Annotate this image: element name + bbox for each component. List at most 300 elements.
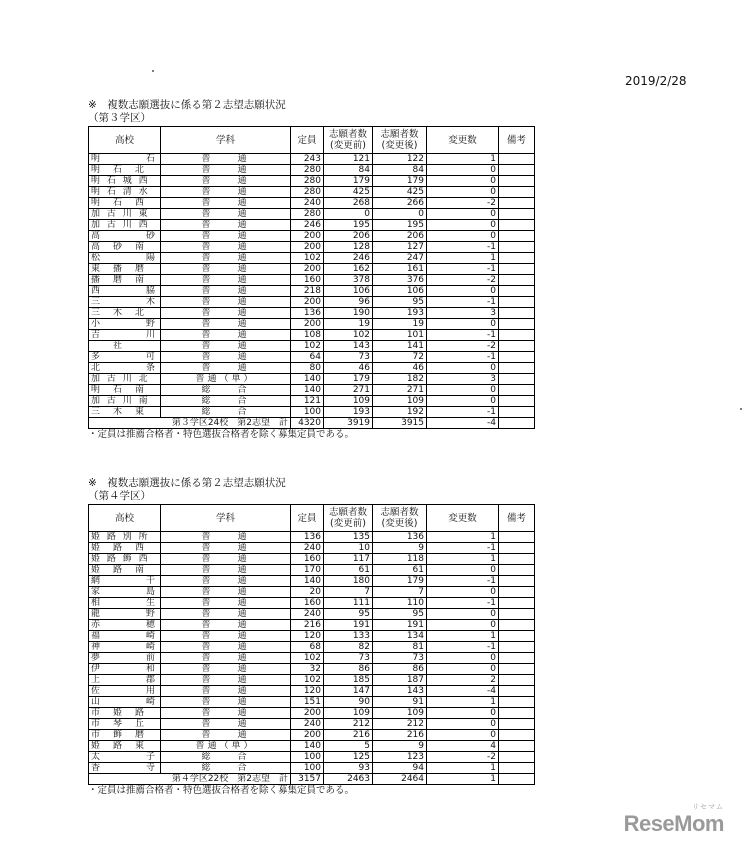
district-4-section xyxy=(88,477,535,797)
header-applicants-before: 志願者数 (変更前) xyxy=(324,127,373,154)
capacity: 200 xyxy=(291,231,324,242)
applicants-before: 95 xyxy=(324,609,373,620)
table-row xyxy=(89,220,535,231)
remarks xyxy=(499,653,535,664)
table-row xyxy=(89,198,535,209)
applicants-before: 10 xyxy=(324,543,373,554)
capacity: 240 xyxy=(291,198,324,209)
applicants-after: 193 xyxy=(373,308,427,319)
capacity: 32 xyxy=(291,664,324,675)
applicants-before: 162 xyxy=(324,264,373,275)
applicants-after: 61 xyxy=(373,565,427,576)
applicants-before: 185 xyxy=(324,675,373,686)
applicants-after: 179 xyxy=(373,176,427,187)
capacity: 68 xyxy=(291,642,324,653)
total-after: 2464 xyxy=(373,774,427,785)
department: 普 通 xyxy=(161,631,291,642)
remarks xyxy=(499,330,535,341)
applicants-before: 82 xyxy=(324,642,373,653)
remarks xyxy=(499,730,535,741)
applicants-after: 182 xyxy=(373,374,427,385)
department: 普 通 xyxy=(161,642,291,653)
applicants-after: 84 xyxy=(373,165,427,176)
change-count: -1 xyxy=(427,264,499,275)
applicants-after: 109 xyxy=(373,708,427,719)
school-name: 家 島 xyxy=(89,587,161,598)
applicants-after: 141 xyxy=(373,341,427,352)
department: 普 通 xyxy=(161,532,291,543)
change-count: 0 xyxy=(427,385,499,396)
logo-text: ReseMom xyxy=(623,811,724,836)
table-row xyxy=(89,565,535,576)
capacity: 280 xyxy=(291,209,324,220)
change-count: 0 xyxy=(427,286,499,297)
change-count: -1 xyxy=(427,297,499,308)
school-name: 松 陽 xyxy=(89,253,161,264)
capacity: 102 xyxy=(291,253,324,264)
logo-subtext: リセマム xyxy=(692,804,724,811)
header-remarks: 備考 xyxy=(499,505,535,532)
remarks xyxy=(499,620,535,631)
table-row xyxy=(89,297,535,308)
department: 普 通 xyxy=(161,609,291,620)
department: 普 通 xyxy=(161,708,291,719)
table-row xyxy=(89,187,535,198)
school-name: 明 石 西 xyxy=(89,198,161,209)
remarks xyxy=(499,752,535,763)
remarks xyxy=(499,543,535,554)
remarks xyxy=(499,209,535,220)
change-count: -2 xyxy=(427,752,499,763)
table-row xyxy=(89,675,535,686)
change-count: -2 xyxy=(427,341,499,352)
department: 普 通 xyxy=(161,543,291,554)
district-label: （第３学区） xyxy=(88,112,151,124)
district-4-table xyxy=(88,504,535,785)
change-count: 1 xyxy=(427,631,499,642)
total-change: -4 xyxy=(427,418,499,429)
table-row xyxy=(89,741,535,752)
remarks xyxy=(499,220,535,231)
remarks xyxy=(499,396,535,407)
table-row xyxy=(89,763,535,774)
school-name: 三 木 東 xyxy=(89,407,161,418)
table-row xyxy=(89,609,535,620)
applicants-after: 110 xyxy=(373,598,427,609)
capacity: 200 xyxy=(291,242,324,253)
capacity: 160 xyxy=(291,598,324,609)
change-count: 0 xyxy=(427,708,499,719)
capacity: 108 xyxy=(291,330,324,341)
change-count: -4 xyxy=(427,686,499,697)
table-row xyxy=(89,209,535,220)
school-name: 福 崎 xyxy=(89,631,161,642)
applicants-before: 195 xyxy=(324,220,373,231)
capacity: 200 xyxy=(291,730,324,741)
district-3-table xyxy=(88,126,535,429)
remarks xyxy=(499,352,535,363)
applicants-after: 7 xyxy=(373,587,427,598)
total-label: 第３学区24校 第2志望 計 xyxy=(89,418,291,429)
table-row xyxy=(89,752,535,763)
school-name: 吉 川 xyxy=(89,330,161,341)
table-row xyxy=(89,165,535,176)
capacity: 121 xyxy=(291,396,324,407)
change-count: 0 xyxy=(427,319,499,330)
remarks xyxy=(499,154,535,165)
department: 総 合 xyxy=(161,385,291,396)
applicants-before: 90 xyxy=(324,697,373,708)
capacity: 136 xyxy=(291,532,324,543)
total-before: 2463 xyxy=(324,774,373,785)
header-applicants-after: 志願者数 (変更後) xyxy=(373,505,427,532)
capacity: 170 xyxy=(291,565,324,576)
school-name: 三 木 xyxy=(89,297,161,308)
school-name: 網 干 xyxy=(89,576,161,587)
department: 総 合 xyxy=(161,752,291,763)
scan-speck xyxy=(740,408,742,410)
remarks xyxy=(499,297,535,308)
applicants-after: 118 xyxy=(373,554,427,565)
applicants-after: 206 xyxy=(373,231,427,242)
applicants-before: 84 xyxy=(324,165,373,176)
applicants-after: 94 xyxy=(373,763,427,774)
remarks xyxy=(499,741,535,752)
department: 普通（単） xyxy=(161,374,291,385)
capacity: 80 xyxy=(291,363,324,374)
applicants-after: 9 xyxy=(373,543,427,554)
total-remarks xyxy=(499,774,535,785)
header-school: 高校 xyxy=(89,127,161,154)
table-row xyxy=(89,543,535,554)
applicants-after: 106 xyxy=(373,286,427,297)
applicants-before: 61 xyxy=(324,565,373,576)
applicants-before: 216 xyxy=(324,730,373,741)
remarks xyxy=(499,264,535,275)
capacity: 140 xyxy=(291,374,324,385)
header-remarks: 備考 xyxy=(499,127,535,154)
change-count: -1 xyxy=(427,242,499,253)
remarks xyxy=(499,176,535,187)
table-row xyxy=(89,407,535,418)
school-name: 赤 穂 xyxy=(89,620,161,631)
school-name: 佐 用 xyxy=(89,686,161,697)
table-row xyxy=(89,576,535,587)
school-name: 姫 路 南 xyxy=(89,565,161,576)
remarks xyxy=(499,308,535,319)
department: 普 通 xyxy=(161,176,291,187)
capacity: 280 xyxy=(291,176,324,187)
district-3-section xyxy=(88,99,535,441)
school-name: 加 古 川 西 xyxy=(89,220,161,231)
applicants-before: 96 xyxy=(324,297,373,308)
capacity: 200 xyxy=(291,708,324,719)
table-row xyxy=(89,308,535,319)
applicants-after: 195 xyxy=(373,220,427,231)
remarks xyxy=(499,686,535,697)
department: 普 通 xyxy=(161,319,291,330)
remarks xyxy=(499,576,535,587)
department: 普 通 xyxy=(161,653,291,664)
applicants-after: 179 xyxy=(373,576,427,587)
applicants-before: 73 xyxy=(324,653,373,664)
change-count: -1 xyxy=(427,576,499,587)
remarks xyxy=(499,598,535,609)
capacity: 246 xyxy=(291,220,324,231)
header-applicants-after: 志願者数 (変更後) xyxy=(373,127,427,154)
applicants-before: 102 xyxy=(324,330,373,341)
applicants-after: 127 xyxy=(373,242,427,253)
change-count: -1 xyxy=(427,598,499,609)
total-row xyxy=(89,774,535,785)
department: 普 通 xyxy=(161,587,291,598)
department: 普 通 xyxy=(161,253,291,264)
table-row xyxy=(89,330,535,341)
remarks xyxy=(499,341,535,352)
table-row xyxy=(89,730,535,741)
school-name: 明 石 清 水 xyxy=(89,187,161,198)
change-count: 1 xyxy=(427,763,499,774)
capacity: 216 xyxy=(291,620,324,631)
applicants-before: 271 xyxy=(324,385,373,396)
remarks xyxy=(499,642,535,653)
change-count: 0 xyxy=(427,176,499,187)
applicants-before: 246 xyxy=(324,253,373,264)
applicants-after: 123 xyxy=(373,752,427,763)
district-4-rows xyxy=(89,532,535,774)
applicants-after: 46 xyxy=(373,363,427,374)
remarks xyxy=(499,363,535,374)
school-name: 神 崎 xyxy=(89,642,161,653)
total-change: 1 xyxy=(427,774,499,785)
applicants-before: 193 xyxy=(324,407,373,418)
department: 普 通 xyxy=(161,675,291,686)
remarks xyxy=(499,198,535,209)
table-row xyxy=(89,275,535,286)
scan-speck xyxy=(152,70,154,72)
header-department: 学科 xyxy=(161,127,291,154)
applicants-before: 268 xyxy=(324,198,373,209)
school-name: 東 播 磨 xyxy=(89,264,161,275)
table-row xyxy=(89,631,535,642)
change-count: 1 xyxy=(427,697,499,708)
header-change: 変更数 xyxy=(427,127,499,154)
applicants-before: 106 xyxy=(324,286,373,297)
capacity: 160 xyxy=(291,275,324,286)
change-count: 2 xyxy=(427,675,499,686)
capacity: 243 xyxy=(291,154,324,165)
table-row xyxy=(89,587,535,598)
capacity: 160 xyxy=(291,554,324,565)
applicants-before: 0 xyxy=(324,209,373,220)
capacity: 120 xyxy=(291,631,324,642)
total-remarks xyxy=(499,418,535,429)
school-name: 姫 路 別 所 xyxy=(89,532,161,543)
applicants-after: 86 xyxy=(373,664,427,675)
school-name: 小 野 xyxy=(89,319,161,330)
remarks xyxy=(499,697,535,708)
department: 普 通 xyxy=(161,275,291,286)
school-name: 明 石 南 xyxy=(89,385,161,396)
applicants-before: 212 xyxy=(324,719,373,730)
capacity: 100 xyxy=(291,407,324,418)
remarks xyxy=(499,286,535,297)
remarks xyxy=(499,532,535,543)
header-row xyxy=(89,127,535,154)
table-row xyxy=(89,286,535,297)
change-count: 0 xyxy=(427,220,499,231)
district-label: （第４学区） xyxy=(88,490,151,502)
capacity: 218 xyxy=(291,286,324,297)
change-count: 1 xyxy=(427,532,499,543)
header-department: 学科 xyxy=(161,505,291,532)
applicants-before: 147 xyxy=(324,686,373,697)
applicants-after: 143 xyxy=(373,686,427,697)
change-count: 0 xyxy=(427,587,499,598)
capacity: 120 xyxy=(291,686,324,697)
table-row xyxy=(89,253,535,264)
remarks xyxy=(499,631,535,642)
capacity: 240 xyxy=(291,609,324,620)
capacity: 102 xyxy=(291,653,324,664)
remarks xyxy=(499,675,535,686)
applicants-after: 247 xyxy=(373,253,427,264)
change-count: -1 xyxy=(427,543,499,554)
table-row xyxy=(89,642,535,653)
change-count: 0 xyxy=(427,719,499,730)
capacity: 102 xyxy=(291,341,324,352)
department: 普 通 xyxy=(161,686,291,697)
remarks xyxy=(499,319,535,330)
capacity: 151 xyxy=(291,697,324,708)
applicants-after: 134 xyxy=(373,631,427,642)
department: 普 通 xyxy=(161,286,291,297)
capacity: 102 xyxy=(291,675,324,686)
school-name: 明 石 城 西 xyxy=(89,176,161,187)
capacity: 140 xyxy=(291,385,324,396)
change-count: 0 xyxy=(427,396,499,407)
capacity: 140 xyxy=(291,741,324,752)
school-name: 市 飾 磨 xyxy=(89,730,161,741)
school-name: 加 古 川 東 xyxy=(89,209,161,220)
applicants-before: 109 xyxy=(324,708,373,719)
change-count: 0 xyxy=(427,620,499,631)
applicants-after: 72 xyxy=(373,352,427,363)
remarks xyxy=(499,609,535,620)
department: 普 通 xyxy=(161,730,291,741)
department: 普 通 xyxy=(161,264,291,275)
applicants-before: 73 xyxy=(324,352,373,363)
header-row xyxy=(89,505,535,532)
applicants-before: 143 xyxy=(324,341,373,352)
school-name: 高 砂 南 xyxy=(89,242,161,253)
remarks xyxy=(499,275,535,286)
change-count: 0 xyxy=(427,165,499,176)
change-count: 0 xyxy=(427,209,499,220)
department: 普 通 xyxy=(161,165,291,176)
applicants-before: 111 xyxy=(324,598,373,609)
applicants-after: 191 xyxy=(373,620,427,631)
capacity: 136 xyxy=(291,308,324,319)
department: 普 通 xyxy=(161,209,291,220)
school-name: 西 脇 xyxy=(89,286,161,297)
table-row xyxy=(89,352,535,363)
applicants-before: 46 xyxy=(324,363,373,374)
table-row xyxy=(89,686,535,697)
department: 普 通 xyxy=(161,565,291,576)
school-name: 高 砂 xyxy=(89,231,161,242)
applicants-after: 95 xyxy=(373,297,427,308)
applicants-before: 179 xyxy=(324,374,373,385)
applicants-after: 0 xyxy=(373,209,427,220)
school-name: 相 生 xyxy=(89,598,161,609)
remarks xyxy=(499,565,535,576)
department: 普 通 xyxy=(161,576,291,587)
applicants-after: 122 xyxy=(373,154,427,165)
table-row xyxy=(89,363,535,374)
change-count: -1 xyxy=(427,407,499,418)
school-name: 多 可 xyxy=(89,352,161,363)
remarks xyxy=(499,719,535,730)
applicants-after: 73 xyxy=(373,653,427,664)
document-date: 2019/2/28 xyxy=(625,74,687,88)
school-name: 加 古 川 北 xyxy=(89,374,161,385)
department: 普 通 xyxy=(161,187,291,198)
school-name: 三 木 北 xyxy=(89,308,161,319)
department: 普 通 xyxy=(161,330,291,341)
change-count: 0 xyxy=(427,231,499,242)
footnote: ・定員は推薦合格者・特色選抜合格者を除く募集定員である。 xyxy=(88,429,355,440)
capacity: 64 xyxy=(291,352,324,363)
school-name: 太 子 xyxy=(89,752,161,763)
school-name: 龍 野 xyxy=(89,609,161,620)
applicants-before: 7 xyxy=(324,587,373,598)
capacity: 140 xyxy=(291,576,324,587)
applicants-after: 376 xyxy=(373,275,427,286)
table-row xyxy=(89,598,535,609)
applicants-after: 101 xyxy=(373,330,427,341)
school-name: 社 xyxy=(89,341,161,352)
table-row xyxy=(89,620,535,631)
total-label: 第４学区22校 第2志望 計 xyxy=(89,774,291,785)
applicants-after: 81 xyxy=(373,642,427,653)
change-count: 0 xyxy=(427,653,499,664)
department: 総 合 xyxy=(161,763,291,774)
applicants-after: 187 xyxy=(373,675,427,686)
remarks xyxy=(499,165,535,176)
table-row xyxy=(89,719,535,730)
change-count: -1 xyxy=(427,642,499,653)
change-count: 0 xyxy=(427,565,499,576)
applicants-before: 190 xyxy=(324,308,373,319)
school-name: 市 琴 丘 xyxy=(89,719,161,730)
department: 普 通 xyxy=(161,308,291,319)
school-name: 北 条 xyxy=(89,363,161,374)
applicants-before: 180 xyxy=(324,576,373,587)
remarks xyxy=(499,242,535,253)
applicants-before: 109 xyxy=(324,396,373,407)
applicants-after: 95 xyxy=(373,609,427,620)
change-count: 0 xyxy=(427,730,499,741)
school-name: 明 石 北 xyxy=(89,165,161,176)
department: 普 通 xyxy=(161,363,291,374)
school-name: 姫 路 西 xyxy=(89,543,161,554)
school-name: 夢 前 xyxy=(89,653,161,664)
department: 普 通 xyxy=(161,220,291,231)
change-count: 1 xyxy=(427,253,499,264)
applicants-before: 191 xyxy=(324,620,373,631)
header-applicants-before: 志願者数 (変更前) xyxy=(324,505,373,532)
